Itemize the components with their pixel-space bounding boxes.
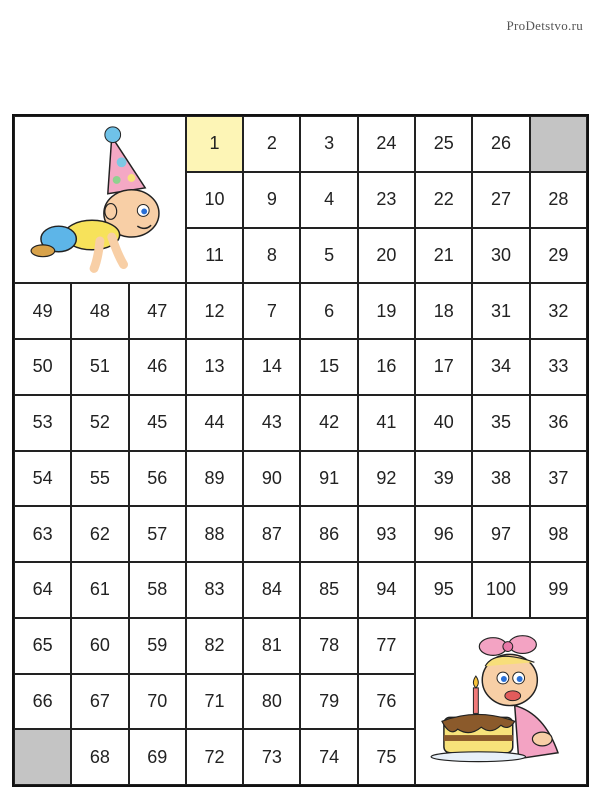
maze-cell: 23 — [358, 172, 415, 228]
maze-cell: 99 — [530, 562, 587, 618]
maze-cell: 7 — [243, 283, 300, 339]
maze-cell: 25 — [415, 116, 472, 172]
maze-cell: 78 — [300, 618, 357, 674]
maze-cell: 21 — [415, 228, 472, 284]
maze-cell: 59 — [129, 618, 186, 674]
girl-birthday-cake-icon — [416, 619, 586, 784]
maze-cell: 6 — [300, 283, 357, 339]
maze-cell: 96 — [415, 506, 472, 562]
maze-cell: 61 — [71, 562, 128, 618]
finish-cell: 100 — [472, 562, 529, 618]
maze-cell: 93 — [358, 506, 415, 562]
maze-cell: 68 — [71, 729, 128, 785]
start-cell: 1 — [186, 116, 243, 172]
maze-cell: 56 — [129, 451, 186, 507]
maze-cell: 53 — [14, 395, 71, 451]
maze-cell: 12 — [186, 283, 243, 339]
maze-cell: 65 — [14, 618, 71, 674]
maze-cell: 86 — [300, 506, 357, 562]
maze-cell: 8 — [243, 228, 300, 284]
maze-cell: 81 — [243, 618, 300, 674]
maze-cell: 55 — [71, 451, 128, 507]
maze-cell: 95 — [415, 562, 472, 618]
maze-cell: 47 — [129, 283, 186, 339]
maze-cell: 98 — [530, 506, 587, 562]
maze-cell: 46 — [129, 339, 186, 395]
maze-cell: 26 — [472, 116, 529, 172]
maze-cell: 73 — [243, 729, 300, 785]
maze-cell: 71 — [186, 674, 243, 730]
maze-cell: 75 — [358, 729, 415, 785]
maze-cell: 57 — [129, 506, 186, 562]
maze-cell: 44 — [186, 395, 243, 451]
site-watermark: ProDetstvo.ru — [506, 18, 583, 33]
maze-cell: 69 — [129, 729, 186, 785]
maze-cell: 17 — [415, 339, 472, 395]
maze-cell: 64 — [14, 562, 71, 618]
maze-cell: 39 — [415, 451, 472, 507]
maze-cell: 79 — [300, 674, 357, 730]
maze-cell: 22 — [415, 172, 472, 228]
maze-cell: 29 — [530, 228, 587, 284]
maze-cell: 62 — [71, 506, 128, 562]
maze-cell: 51 — [71, 339, 128, 395]
maze-cell: 97 — [472, 506, 529, 562]
maze-cell: 54 — [14, 451, 71, 507]
maze-cell: 28 — [530, 172, 587, 228]
maze-cell: 60 — [71, 618, 128, 674]
maze-cell: 91 — [300, 451, 357, 507]
maze-cell: 30 — [472, 228, 529, 284]
maze-cell: 34 — [472, 339, 529, 395]
maze-cell: 90 — [243, 451, 300, 507]
maze-cell: 63 — [14, 506, 71, 562]
maze-cell: 5 — [300, 228, 357, 284]
maze-cell: 92 — [358, 451, 415, 507]
maze-cell: 9 — [243, 172, 300, 228]
number-maze-grid — [12, 114, 589, 787]
girl-birthday-cake-illustration — [415, 618, 587, 785]
maze-cell: 13 — [186, 339, 243, 395]
maze-cell: 50 — [14, 339, 71, 395]
maze-cell: 15 — [300, 339, 357, 395]
maze-cell: 89 — [186, 451, 243, 507]
maze-cell: 24 — [358, 116, 415, 172]
maze-cell: 18 — [415, 283, 472, 339]
maze-cell: 87 — [243, 506, 300, 562]
maze-cell: 38 — [472, 451, 529, 507]
maze-cell: 27 — [472, 172, 529, 228]
maze-cell: 72 — [186, 729, 243, 785]
maze-cell: 33 — [530, 339, 587, 395]
maze-cell: 52 — [71, 395, 128, 451]
maze-cell: 31 — [472, 283, 529, 339]
maze-cell: 2 — [243, 116, 300, 172]
maze-cell: 83 — [186, 562, 243, 618]
maze-cell: 10 — [186, 172, 243, 228]
maze-cell: 36 — [530, 395, 587, 451]
maze-cell: 19 — [358, 283, 415, 339]
maze-cell: 67 — [71, 674, 128, 730]
maze-cell: 85 — [300, 562, 357, 618]
maze-cell: 94 — [358, 562, 415, 618]
maze-cell: 45 — [129, 395, 186, 451]
maze-cell: 20 — [358, 228, 415, 284]
maze-cell: 88 — [186, 506, 243, 562]
maze-cell: 3 — [300, 116, 357, 172]
maze-cell: 4 — [300, 172, 357, 228]
maze-cell: 11 — [186, 228, 243, 284]
maze-cell: 35 — [472, 395, 529, 451]
blank-gray-cell — [530, 116, 587, 172]
maze-cell: 74 — [300, 729, 357, 785]
baby-party-hat-illustration — [14, 116, 186, 283]
blank-gray-cell — [14, 729, 71, 785]
maze-cell: 66 — [14, 674, 71, 730]
maze-cell: 77 — [358, 618, 415, 674]
maze-cell: 76 — [358, 674, 415, 730]
maze-cell: 42 — [300, 395, 357, 451]
maze-cell: 48 — [71, 283, 128, 339]
maze-cell: 84 — [243, 562, 300, 618]
maze-cell: 58 — [129, 562, 186, 618]
maze-cell: 43 — [243, 395, 300, 451]
maze-cell: 32 — [530, 283, 587, 339]
maze-cell: 41 — [358, 395, 415, 451]
baby-party-hat-icon — [15, 117, 185, 282]
maze-cell: 14 — [243, 339, 300, 395]
maze-cell: 70 — [129, 674, 186, 730]
maze-cell: 16 — [358, 339, 415, 395]
maze-cell: 82 — [186, 618, 243, 674]
maze-cell: 37 — [530, 451, 587, 507]
maze-cell: 40 — [415, 395, 472, 451]
maze-cell: 49 — [14, 283, 71, 339]
maze-cell: 80 — [243, 674, 300, 730]
